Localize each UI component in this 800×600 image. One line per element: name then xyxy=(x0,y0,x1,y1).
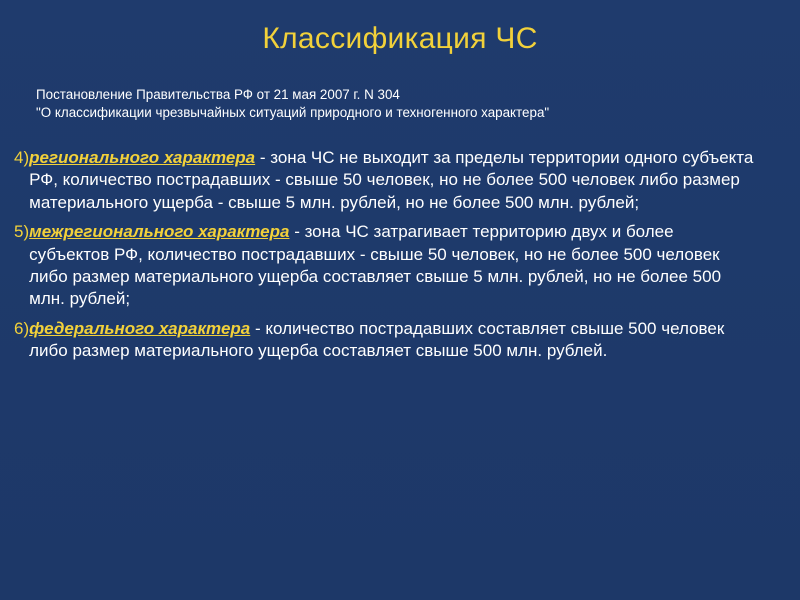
list-item-federal xyxy=(14,318,754,363)
decree-line-2: "О классификации чрезвычайных ситуаций природного и техногенного характера" xyxy=(36,105,550,120)
item-body xyxy=(29,221,754,311)
page-title: Классификация ЧС xyxy=(262,22,538,55)
item-text: - зона ЧС затрагивает территорию двух и более субъектов РФ, количество пострадавших - свыше 50 человек, но не более 500 человек либо размер материального ущерба составляет свыше 5 млн. рублей, но не более 500 млн. рублей; xyxy=(29,222,722,309)
item-term: межрегионального характера xyxy=(29,222,290,242)
item-body xyxy=(29,318,754,363)
item-text: - зона ЧС не выходит за пределы территории одного субъекта РФ, количество пострадавших - свыше 50 человек, но не более 500 человек либо размер материального ущерба - свыше 5 млн. рублей, но не более 500 млн. рублей; xyxy=(29,148,754,212)
decree-line-1: Постановление Правительства РФ от 21 мая 2007 г. N 304 xyxy=(36,87,400,102)
item-text: - количество пострадавших составляет свыше 500 человек либо размер материального ущерба составляет свыше 500 млн. рублей. xyxy=(29,318,725,361)
item-term: регионального характера xyxy=(29,148,256,167)
item-term: федерального характера xyxy=(29,318,251,338)
classification-list xyxy=(14,147,754,370)
item-number: 5) xyxy=(14,222,30,242)
decree-reference xyxy=(36,86,776,122)
item-number: 4) xyxy=(14,148,30,167)
list-item-interregional xyxy=(14,221,754,311)
item-body xyxy=(29,147,754,214)
list-item-regional xyxy=(14,147,754,214)
item-number: 6) xyxy=(14,318,30,338)
